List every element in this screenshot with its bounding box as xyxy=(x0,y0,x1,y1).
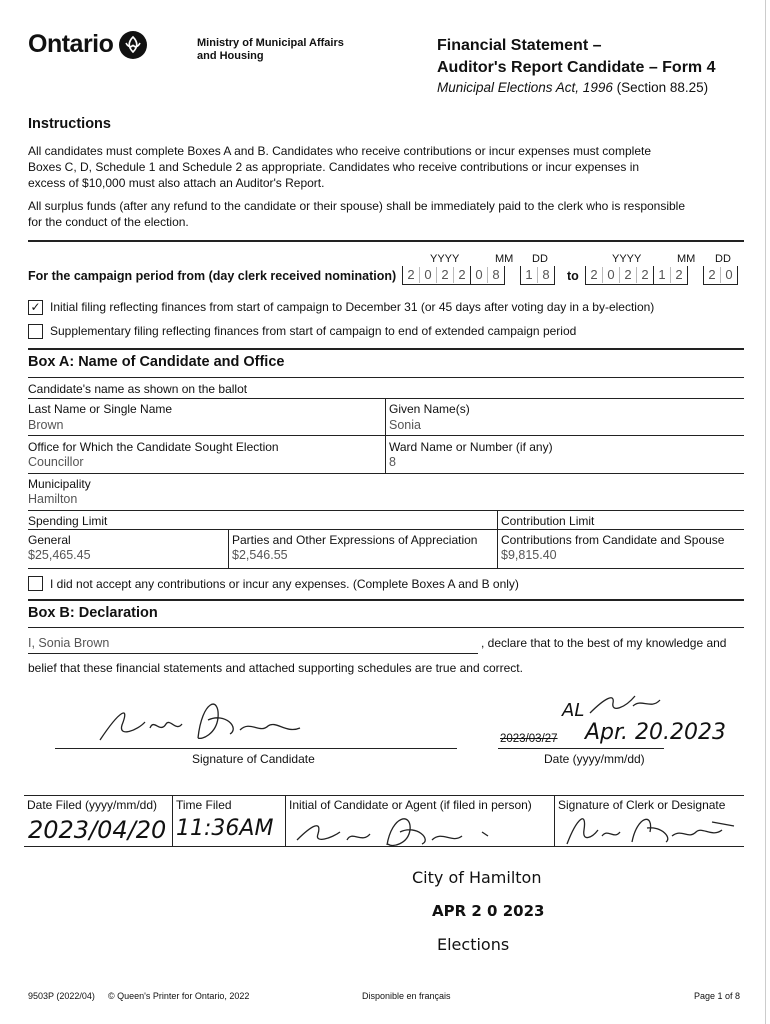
supplementary-filing-checkbox[interactable] xyxy=(28,324,43,339)
form-title xyxy=(437,35,716,79)
instructions-heading: Instructions xyxy=(28,116,111,132)
declaration-suffix: , declare that to the best of my knowledge and xyxy=(481,636,727,650)
signature-line xyxy=(55,748,457,749)
contrib-spouse-value[interactable]: $9,815.40 xyxy=(501,548,557,562)
box-b-heading: Box B: Declaration xyxy=(28,605,158,621)
contribution-limit-label: Contribution Limit xyxy=(501,514,595,528)
handwritten-date: Apr. 20.2023 xyxy=(585,720,727,745)
to-label: to xyxy=(567,269,579,283)
initials-handwritten: AL xyxy=(562,700,585,721)
title-line1: Financial Statement – xyxy=(437,37,602,54)
time-filed-label: Time Filed xyxy=(176,798,232,812)
page-number: Page 1 of 8 xyxy=(694,991,741,1001)
logo-text: Ontario xyxy=(28,30,114,58)
initial-filing-checkbox[interactable]: ✓ xyxy=(28,300,43,315)
office-label: Office for Which the Candidate Sought Election xyxy=(28,440,279,454)
box-b-heading-rule xyxy=(28,627,744,628)
to-year-field[interactable]: 2 0 2 2 xyxy=(585,266,654,285)
time-filed-value[interactable]: 11:36AM xyxy=(176,816,274,841)
contrib-spouse-label: Contributions from Candidate and Spouse xyxy=(501,533,725,547)
from-day-field[interactable]: 1 8 xyxy=(520,266,555,285)
parties-label: Parties and Other Expressions of Appreciation xyxy=(232,533,478,547)
campaign-period-label: For the campaign period from (day clerk received nomination) xyxy=(28,269,397,283)
date-line xyxy=(498,748,664,749)
ballot-name-label: Candidate's name as shown on the ballot xyxy=(28,382,248,396)
scan-edge xyxy=(765,0,766,1024)
instructions-para2: All surplus funds (after any refund to the candidate or their spouse) shall be immediately paid to the clerk who is responsible for the conduct of the election. xyxy=(28,199,686,229)
col-divider xyxy=(497,510,498,568)
table-col xyxy=(554,795,555,846)
last-name-value[interactable]: Brown xyxy=(28,418,64,432)
table-col xyxy=(172,795,173,846)
supplementary-filing-label: Supplementary filing reflecting finances from start of campaign to end of extended campaign period xyxy=(50,324,577,338)
stamp-city: City of Hamilton xyxy=(412,868,542,887)
copyright: © Queen's Printer for Ontario, 2022 xyxy=(108,991,250,1001)
act-reference: Municipal Elections Act, 1996 (Section 88.25) xyxy=(437,80,709,95)
given-name-label: Given Name(s) xyxy=(389,402,470,416)
ward-value[interactable]: 8 xyxy=(389,455,396,469)
office-value[interactable]: Councillor xyxy=(28,455,84,469)
row-rule xyxy=(28,510,744,511)
date-filed-label: Date Filed (yyyy/mm/dd) xyxy=(27,798,158,812)
no-contributions-checkbox[interactable] xyxy=(28,576,43,591)
ontario-logo xyxy=(28,30,147,59)
parties-value[interactable]: $2,546.55 xyxy=(232,548,288,562)
dd-label-from: DD xyxy=(532,253,548,265)
instructions-para1: All candidates must complete Boxes A and B. Candidates who receive contributions or incur expenses must complete Boxes C, D, Schedule 1 and Schedule 2 as appropriate. Candidates who receive contributions or incur expenses in excess of $10,000 must also attach an Auditor's Report. xyxy=(28,144,651,190)
from-month-field[interactable]: 0 8 xyxy=(470,266,505,285)
signature-label: Signature of Candidate xyxy=(192,752,315,766)
row-rule xyxy=(28,435,744,436)
yyyy-label-to: YYYY xyxy=(612,253,642,265)
name-underline xyxy=(28,653,478,654)
spending-limit-label: Spending Limit xyxy=(28,514,108,528)
printed-date-struck: 2023/03/27 xyxy=(500,733,558,745)
box-b-top-rule xyxy=(28,599,744,601)
row-rule xyxy=(28,568,744,569)
form-number: 9503P (2022/04) xyxy=(28,991,95,1001)
row-rule xyxy=(28,473,744,474)
given-name-value[interactable]: Sonia xyxy=(389,418,421,432)
to-day-field[interactable]: 2 0 xyxy=(703,266,738,285)
date-filed-value[interactable]: 2023/04/20 xyxy=(28,816,167,844)
initials-scribble xyxy=(585,688,665,718)
last-name-label: Last Name or Single Name xyxy=(28,402,173,416)
ministry-name: Ministry of Municipal Affairs and Housing xyxy=(197,37,344,62)
col-divider xyxy=(228,529,229,568)
yyyy-label-from: YYYY xyxy=(430,253,460,265)
table-top-rule xyxy=(24,795,744,796)
row-rule xyxy=(28,529,744,530)
no-contributions-label: I did not accept any contributions or incur any expenses. (Complete Boxes A and B only) xyxy=(50,577,519,591)
date-label: Date (yyyy/mm/dd) xyxy=(544,752,645,766)
to-month-field[interactable]: 1 2 xyxy=(653,266,688,285)
from-year-field[interactable]: 2 0 2 2 xyxy=(402,266,471,285)
box-a-top-rule xyxy=(28,348,744,350)
general-label: General xyxy=(28,533,71,547)
box-a-heading-rule xyxy=(28,377,744,378)
mm-label-from: MM xyxy=(495,253,514,265)
initial-agent-label: Initial of Candidate or Agent (if filed in person) xyxy=(289,798,532,812)
stamp-elections: Elections xyxy=(437,935,510,954)
initial-filing-label: Initial filing reflecting finances from start of campaign to December 31 (or 45 days after voting day in a by-election) xyxy=(50,300,655,314)
divider xyxy=(28,240,744,242)
trillium-icon xyxy=(119,31,147,59)
table-col xyxy=(285,795,286,846)
ward-label: Ward Name or Number (if any) xyxy=(389,440,553,454)
candidate-signature xyxy=(90,690,320,750)
box-a-heading: Box A: Name of Candidate and Office xyxy=(28,354,285,370)
general-value[interactable]: $25,465.45 xyxy=(28,548,91,562)
clerk-signature xyxy=(562,808,742,848)
clerk-signature-label: Signature of Clerk or Designate xyxy=(558,798,726,812)
declaration-name[interactable]: I, Sonia Brown xyxy=(28,636,110,650)
row-rule xyxy=(28,398,744,399)
agent-initial-signature xyxy=(292,810,512,850)
mm-label-to: MM xyxy=(677,253,696,265)
french-available: Disponible en français xyxy=(362,991,451,1001)
declaration-line2: belief that these financial statements and attached supporting schedules are true and correct. xyxy=(28,661,523,675)
municipality-value[interactable]: Hamilton xyxy=(28,492,78,506)
title-line2: Auditor's Report Candidate – Form 4 xyxy=(437,59,716,76)
municipality-label: Municipality xyxy=(28,477,91,491)
stamp-date: APR 2 0 2023 xyxy=(432,902,545,920)
dd-label-to: DD xyxy=(715,253,731,265)
